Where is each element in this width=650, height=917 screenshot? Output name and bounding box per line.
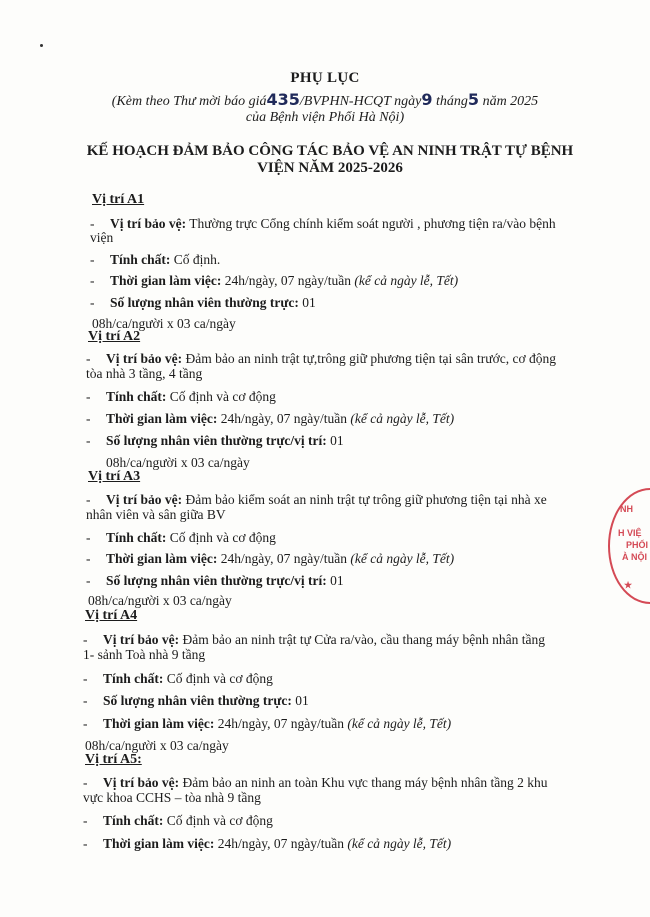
list-item <box>83 813 273 828</box>
handwritten-day: 9 <box>421 90 433 109</box>
item-note: (kể cả ngày lễ, Tết) <box>347 716 452 731</box>
issuer-line: của Bệnh viện Phổi Hà Nội) <box>245 110 405 125</box>
bullet-dash: - <box>86 433 91 448</box>
item-text-continued: vực khoa CCHS – tòa nhà 9 tầng <box>83 790 261 805</box>
item-text: Cố định và cơ động <box>166 530 276 545</box>
shift-detail: 08h/ca/người x 03 ca/ngày <box>88 593 232 608</box>
reference-code: /BVPHN-HCQT ngày <box>299 94 422 109</box>
bullet-dash: - <box>83 671 88 686</box>
shift-detail: 08h/ca/người x 03 ca/ngày <box>106 455 250 470</box>
item-text: 01 <box>326 573 344 588</box>
item-label: Thời gian làm việc: <box>103 836 215 851</box>
list-item <box>83 775 547 790</box>
list-item <box>86 411 454 426</box>
shift-detail: 08h/ca/người x 03 ca/ngày <box>92 316 236 331</box>
item-label: Thời gian làm việc: <box>103 716 215 731</box>
section-title: Vị trí A4 <box>85 608 138 623</box>
list-item <box>83 693 309 708</box>
section-title: Vị trí A1 <box>92 192 145 207</box>
item-text: Cố định và cơ động <box>163 671 273 686</box>
item-note: (kể cả ngày lễ, Tết) <box>354 273 459 288</box>
scan-speck <box>40 44 43 47</box>
bullet-dash: - <box>90 216 95 231</box>
list-item <box>90 252 220 267</box>
item-text-continued: nhân viên và sân giữa BV <box>86 507 226 522</box>
bullet-dash: - <box>83 836 88 851</box>
handwritten-month: 5 <box>467 90 480 109</box>
section-title: Vị trí A2 <box>88 329 141 344</box>
item-label: Số lượng nhân viên thường trực/vị trí: <box>106 573 327 588</box>
item-label: Số lượng nhân viên thường trực: <box>103 693 292 708</box>
bullet-dash: - <box>83 716 88 731</box>
bullet-dash: - <box>90 273 95 288</box>
bullet-dash: - <box>86 530 91 545</box>
item-text: 24h/ngày, 07 ngày/tuần <box>217 551 351 566</box>
section-title: Vị trí A5: <box>85 752 142 767</box>
item-label: Thời gian làm việc: <box>110 273 222 288</box>
item-label: Vị trí bảo vệ: <box>103 775 180 790</box>
item-label: Vị trí bảo vệ: <box>110 216 187 231</box>
list-item <box>86 351 556 366</box>
month-label: tháng <box>432 94 468 109</box>
item-text: 24h/ngày, 07 ngày/tuần <box>214 716 348 731</box>
item-text-continued: tòa nhà 3 tầng, 4 tầng <box>86 366 203 381</box>
list-item <box>86 492 547 507</box>
item-text: Cố định và cơ động <box>163 813 273 828</box>
item-label: Vị trí bảo vệ: <box>103 632 180 647</box>
bullet-dash: - <box>83 693 88 708</box>
item-note: (kể cả ngày lễ, Tết) <box>347 836 452 851</box>
bullet-dash: - <box>86 411 91 426</box>
bullet-dash: - <box>86 551 91 566</box>
list-item <box>86 389 276 404</box>
item-label: Tính chất: <box>106 530 167 545</box>
item-label: Số lượng nhân viên thường trực/vị trí: <box>106 433 327 448</box>
list-item <box>90 295 316 310</box>
red-seal-stamp: NH H VIỆ PHỔI À NỘI ★ <box>608 488 650 604</box>
item-text: 01 <box>298 295 316 310</box>
bullet-dash: - <box>90 252 95 267</box>
item-label: Số lượng nhân viên thường trực: <box>110 295 299 310</box>
item-note: (kể cả ngày lễ, Tết) <box>350 411 455 426</box>
plan-heading <box>60 143 600 177</box>
item-text: 24h/ngày, 07 ngày/tuần <box>217 411 351 426</box>
item-label: Tính chất: <box>110 252 171 267</box>
item-text: Đảm bảo an ninh an toàn Khu vực thang máy bệnh nhân tầng 2 khu <box>179 775 548 790</box>
list-item <box>83 716 451 731</box>
list-item <box>90 216 556 231</box>
item-label: Tính chất: <box>103 813 164 828</box>
reference-prefix: (Kèm theo Thư mời báo giá <box>111 94 267 109</box>
bullet-dash: - <box>86 351 91 366</box>
item-text: 01 <box>291 693 309 708</box>
item-text-continued: 1- sảnh Toà nhà 9 tầng <box>83 647 206 662</box>
shift-detail: 08h/ca/người x 03 ca/ngày <box>85 738 229 753</box>
item-text: 24h/ngày, 07 ngày/tuần <box>214 836 348 851</box>
list-item <box>90 273 458 288</box>
item-text: 01 <box>326 433 344 448</box>
bullet-dash: - <box>86 573 91 588</box>
bullet-dash: - <box>83 813 88 828</box>
section-title: Vị trí A3 <box>88 469 141 484</box>
item-text: Đảm bảo an ninh trật tự Cửa ra/vào, cầu thang máy bệnh nhân tầng <box>179 632 546 647</box>
item-label: Tính chất: <box>103 671 164 686</box>
list-item <box>86 530 276 545</box>
list-item <box>83 632 545 647</box>
list-item <box>86 551 454 566</box>
appendix-title: PHỤ LỤC <box>290 70 360 86</box>
bullet-dash: - <box>86 492 91 507</box>
item-text-continued: viện <box>90 230 114 245</box>
plan-heading-line2: VIỆN NĂM 2025-2026 <box>257 160 403 176</box>
item-label: Vị trí bảo vệ: <box>106 492 183 507</box>
handwritten-number: 435 <box>266 90 300 109</box>
list-item <box>83 671 273 686</box>
reference-line <box>0 90 650 110</box>
item-text: Cố định và cơ động <box>166 389 276 404</box>
bullet-dash: - <box>90 295 95 310</box>
item-label: Thời gian làm việc: <box>106 551 218 566</box>
plan-heading-line1: KẾ HOẠCH ĐẢM BẢO CÔNG TÁC BẢO VỆ AN NINH TRẬT TỰ BỆNH <box>86 143 574 159</box>
item-label: Thời gian làm việc: <box>106 411 218 426</box>
item-text: Thường trực Cổng chính kiểm soát người , phương tiện ra/vào bệnh <box>186 216 556 231</box>
year-label: năm 2025 <box>479 94 539 109</box>
bullet-dash: - <box>86 389 91 404</box>
bullet-dash: - <box>83 632 88 647</box>
item-text: Cố định. <box>170 252 221 267</box>
item-label: Tính chất: <box>106 389 167 404</box>
item-text: Đảm bảo kiểm soát an ninh trật tự trông giữ phương tiện tại nhà xe <box>182 492 547 507</box>
list-item <box>83 836 451 851</box>
bullet-dash: - <box>83 775 88 790</box>
list-item <box>86 433 344 448</box>
item-note: (kể cả ngày lễ, Tết) <box>350 551 455 566</box>
item-label: Vị trí bảo vệ: <box>106 351 183 366</box>
item-text: 24h/ngày, 07 ngày/tuần <box>221 273 355 288</box>
item-text: Đảm bảo an ninh trật tự,trông giữ phương tiện tại sân trước, cơ động <box>182 351 556 366</box>
list-item <box>86 573 344 588</box>
